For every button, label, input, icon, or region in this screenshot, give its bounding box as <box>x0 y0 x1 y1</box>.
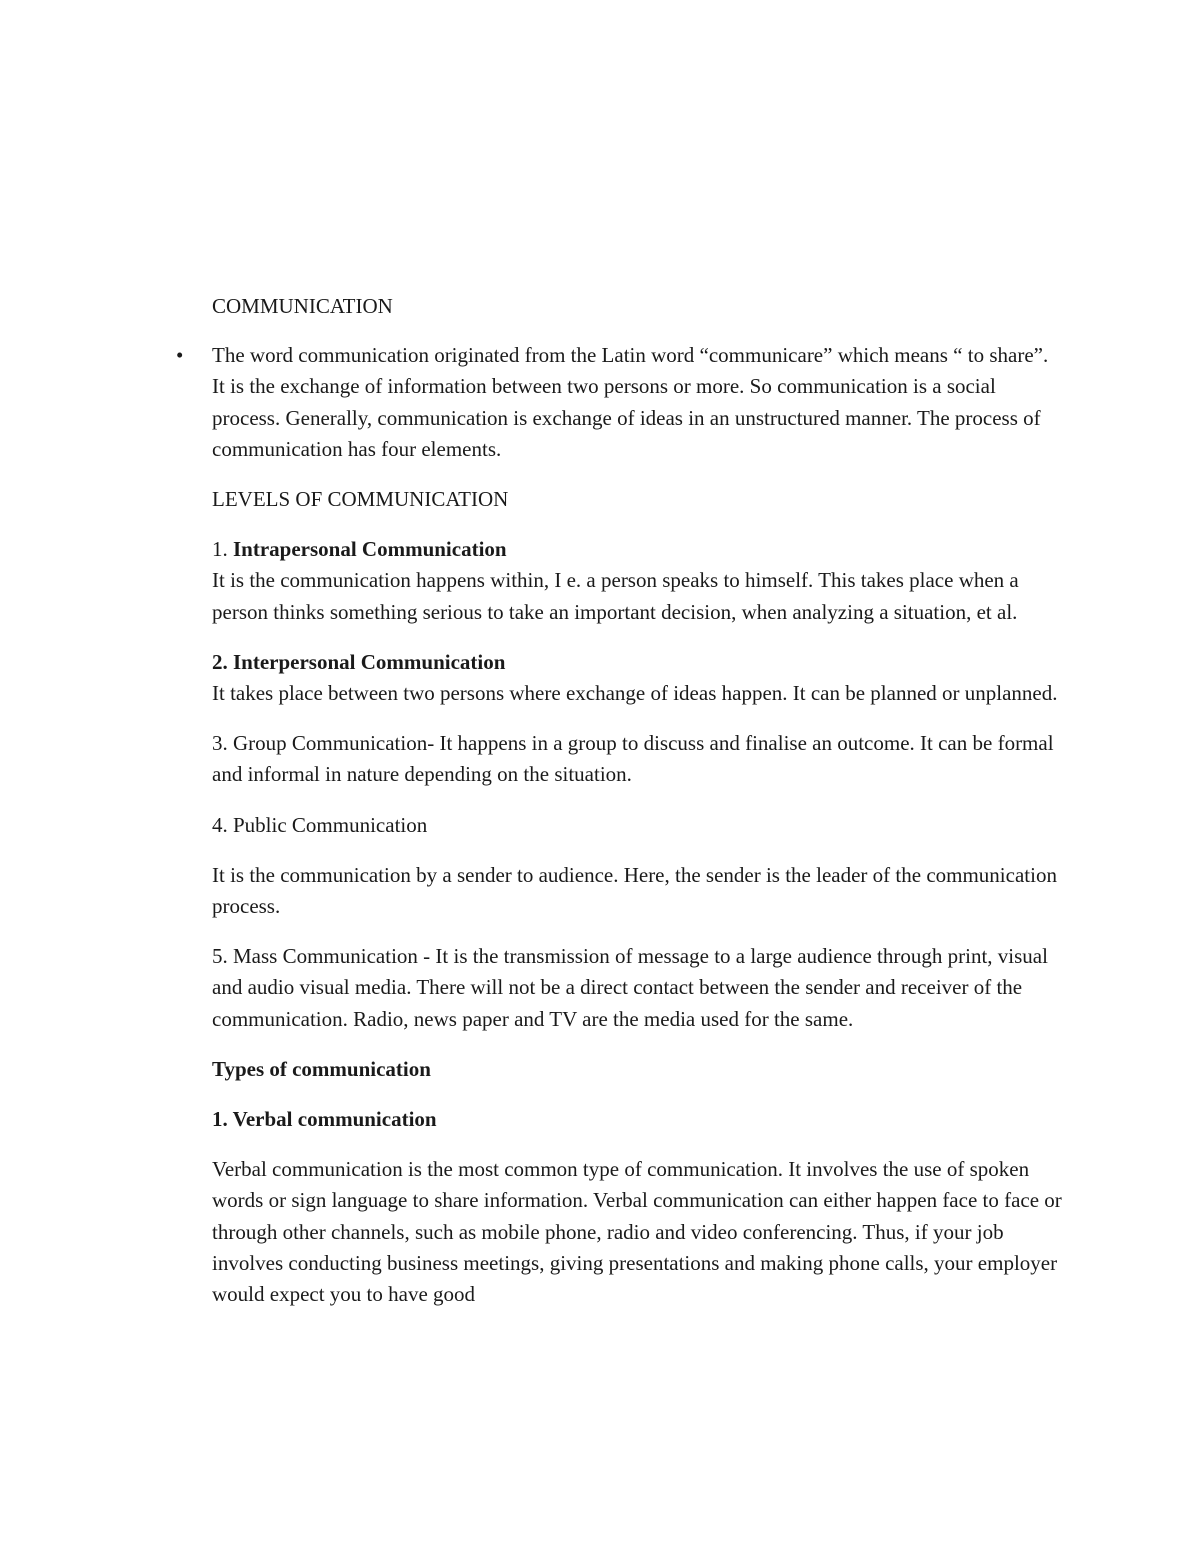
level-1 <box>212 534 1062 628</box>
level-1-heading <box>212 534 1062 565</box>
types-heading-text: Types of communication <box>212 1056 431 1081</box>
level-4-title: 4. Public Communication <box>212 812 428 837</box>
levels-heading: LEVELS OF COMMUNICATION <box>212 487 509 512</box>
bullet-icon: • <box>176 343 184 368</box>
verbal-heading <box>212 1104 1062 1135</box>
verbal-body: Verbal communication is the most common type of communication. It involves the use of spoken words or sign language to share information. Verbal communication can either happen face to face or through other channels, such as mobile phone, radio and video conferencing. Thus, if your job involves conducting business meetings, giving presentations and making phone calls, your employer would expect you to have good <box>212 1157 1062 1307</box>
intro-bullet <box>176 340 1062 465</box>
verbal-heading-text: 1. Verbal communication <box>212 1107 437 1132</box>
level-2-title: 2. Interpersonal Communication <box>212 649 506 674</box>
level-4-body: It is the communication by a sender to audience. Here, the sender is the leader of the communication process. <box>212 862 1057 919</box>
intro-paragraph: The word communication originated from the Latin word “communicare” which means “ to share”. It is the exchange of information between two persons or more. So communication is a social process. Generally, communication is exchange of ideas in an unstructured manner. The process of communication has four elements. <box>212 343 1049 461</box>
document-title: COMMUNICATION <box>212 294 393 318</box>
types-heading <box>212 1054 1062 1085</box>
level-1-body: It is the communication happens within, I e. a person speaks to himself. This takes place when a person thinks something serious to take an important decision, when analyzing a situation, et al. <box>212 568 1019 624</box>
level-2 <box>212 647 1062 709</box>
document-page <box>176 291 1062 1329</box>
level-3: 3. Group Communication- It happens in a group to discuss and finalise an outcome. It can be formal and informal in nature depending on the situation. <box>212 731 1054 787</box>
level-2-body: It takes place between two persons where exchange of ideas happen. It can be planned or unplanned. <box>212 681 1058 706</box>
level-5: 5. Mass Communication - It is the transmission of message to a large audience through print, visual and audio visual media. There will not be a direct contact between the sender and receiver of the communication. Radio, news paper and TV are the media used for the same. <box>212 944 1048 1031</box>
level-1-number: 1. <box>212 537 233 562</box>
level-1-title: Intrapersonal Communication <box>233 537 507 562</box>
